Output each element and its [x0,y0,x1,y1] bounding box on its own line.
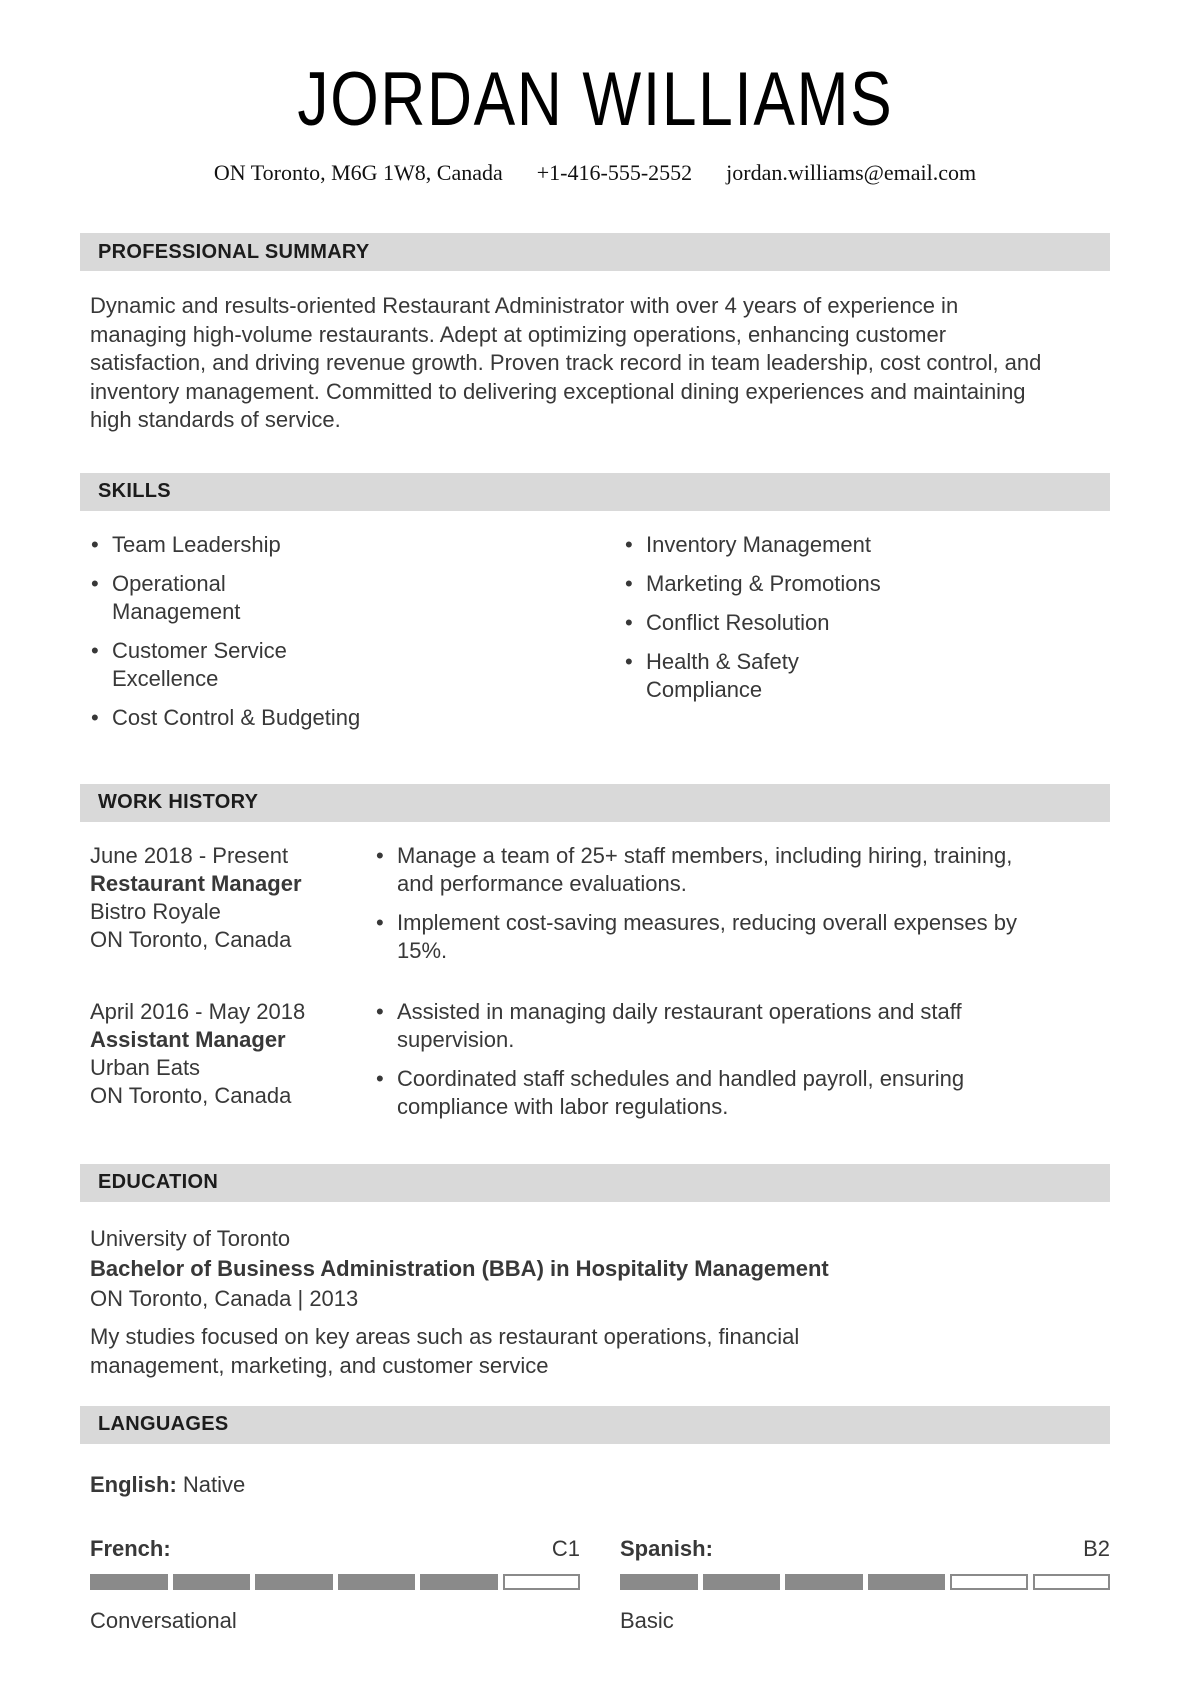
language-cefr-level: C1 [551,1535,580,1561]
language-head [90,1536,580,1562]
language-cefr-level: B2 [1083,1535,1110,1561]
section-title: SKILLS [98,480,171,502]
language-level: Native [182,1471,246,1497]
language-spanish [620,1536,1110,1634]
education-entry [90,1224,1110,1380]
skill-item: • Conflict Resolution [646,609,1110,637]
job-company: Bistro Royale [90,898,221,924]
proficiency-segment-filled [868,1574,946,1590]
job-bullet: • Assisted in managing daily restaurant operations and staff supervision. [397,998,1017,1054]
job-entry [90,998,1110,1132]
section-title: PROFESSIONAL SUMMARY [98,240,370,263]
job-bullet: • Coordinated staff schedules and handled payroll, ensuring compliance with labor regulations. [397,1065,1017,1121]
skill-item: • Customer Service Excellence [112,637,307,693]
section-languages [80,1406,1110,1634]
proficiency-segment-filled [785,1574,863,1590]
skill-item: • Inventory Management [646,531,1110,559]
section-education [80,1164,1110,1380]
job-bullet: • Implement cost-saving measures, reducing overall expenses by 15%. [397,909,1017,965]
section-title: LANGUAGES [98,1413,229,1435]
language-proficiency-bar [620,1574,1110,1590]
language-label: Spanish: [620,1535,713,1561]
proficiency-segment-filled [255,1574,333,1590]
candidate-name: JORDAN WILLIAMS [297,57,893,142]
language-label: French: [90,1535,171,1561]
section-header-work-history [80,784,1110,822]
job-meta [90,998,375,1132]
contact-phone: +1-416-555-2552 [536,160,693,185]
job-bullet: • Manage a team of 25+ staff members, including hiring, training, and performance evaluations. [397,842,1017,898]
proficiency-segment-filled [420,1574,498,1590]
summary-text: Dynamic and results-oriented Restaurant Administrator with over 4 years of experience in managing high-volume restaurants. Adept at optimizing operations, enhancing customer satisfaction, and driving revenue growth. Proven track record in team leadership, cost control, and inventory management. Committed to delivering exceptional dining experiences and maintaining high standards of service. [90,293,1042,432]
proficiency-segment-empty [1033,1574,1111,1590]
job-location: ON Toronto, Canada [90,926,292,952]
proficiency-segment-empty [503,1574,581,1590]
contact-location: ON Toronto, M6G 1W8, Canada [213,160,503,185]
proficiency-segment-filled [338,1574,416,1590]
education-location-year: ON Toronto, Canada | 2013 [90,1285,359,1311]
job-dates: April 2016 - May 2018 [90,998,306,1024]
skill-item: • Operational Management [112,570,262,626]
contact-email: jordan.williams@email.com [726,160,977,185]
section-header-languages [80,1406,1110,1444]
job-company: Urban Eats [90,1054,201,1080]
language-descriptor: Basic [620,1607,674,1633]
job-location: ON Toronto, Canada [90,1082,292,1108]
job-bullets [375,998,1017,1132]
job-bullets [375,842,1017,976]
section-header-skills [80,473,1110,511]
section-skills [80,473,1110,743]
skill-item: • Marketing & Promotions [646,570,1110,598]
proficiency-segment-filled [90,1574,168,1590]
job-dates: June 2018 - Present [90,842,289,868]
skills-grid [90,531,1110,743]
section-professional-summary [80,233,1110,435]
education-degree: Bachelor of Business Administration (BBA) in Hospitality Management [90,1255,829,1281]
skills-column-2 [600,531,1110,743]
job-meta [90,842,375,976]
section-header-education [80,1164,1110,1202]
skill-item: • Cost Control & Budgeting [112,704,600,732]
section-title: WORK HISTORY [98,791,259,813]
job-entry [90,842,1110,976]
job-title: Restaurant Manager [90,870,302,896]
section-header-professional-summary [80,233,1110,271]
section-work-history [80,784,1110,1132]
language-descriptor: Conversational [90,1607,237,1633]
proficiency-segment-filled [703,1574,781,1590]
proficiency-segment-empty [950,1574,1028,1590]
language-label: English: [90,1471,177,1497]
language-proficiency-bar [90,1574,580,1590]
skill-item: • Team Leadership [112,531,600,559]
language-french [90,1536,580,1634]
languages-grid [90,1536,1110,1634]
section-title: EDUCATION [98,1171,219,1193]
education-description: My studies focused on key areas such as restaurant operations, financial management, marketing, and customer service [90,1323,800,1378]
education-school: University of Toronto [90,1225,291,1251]
contact-line [80,160,1110,186]
language-english [90,1472,1110,1498]
language-head [620,1536,1110,1562]
job-title: Assistant Manager [90,1026,286,1052]
skill-item: • Health & Safety Compliance [646,648,831,704]
skills-column-1 [90,531,600,743]
proficiency-segment-filled [173,1574,251,1590]
proficiency-segment-filled [620,1574,698,1590]
